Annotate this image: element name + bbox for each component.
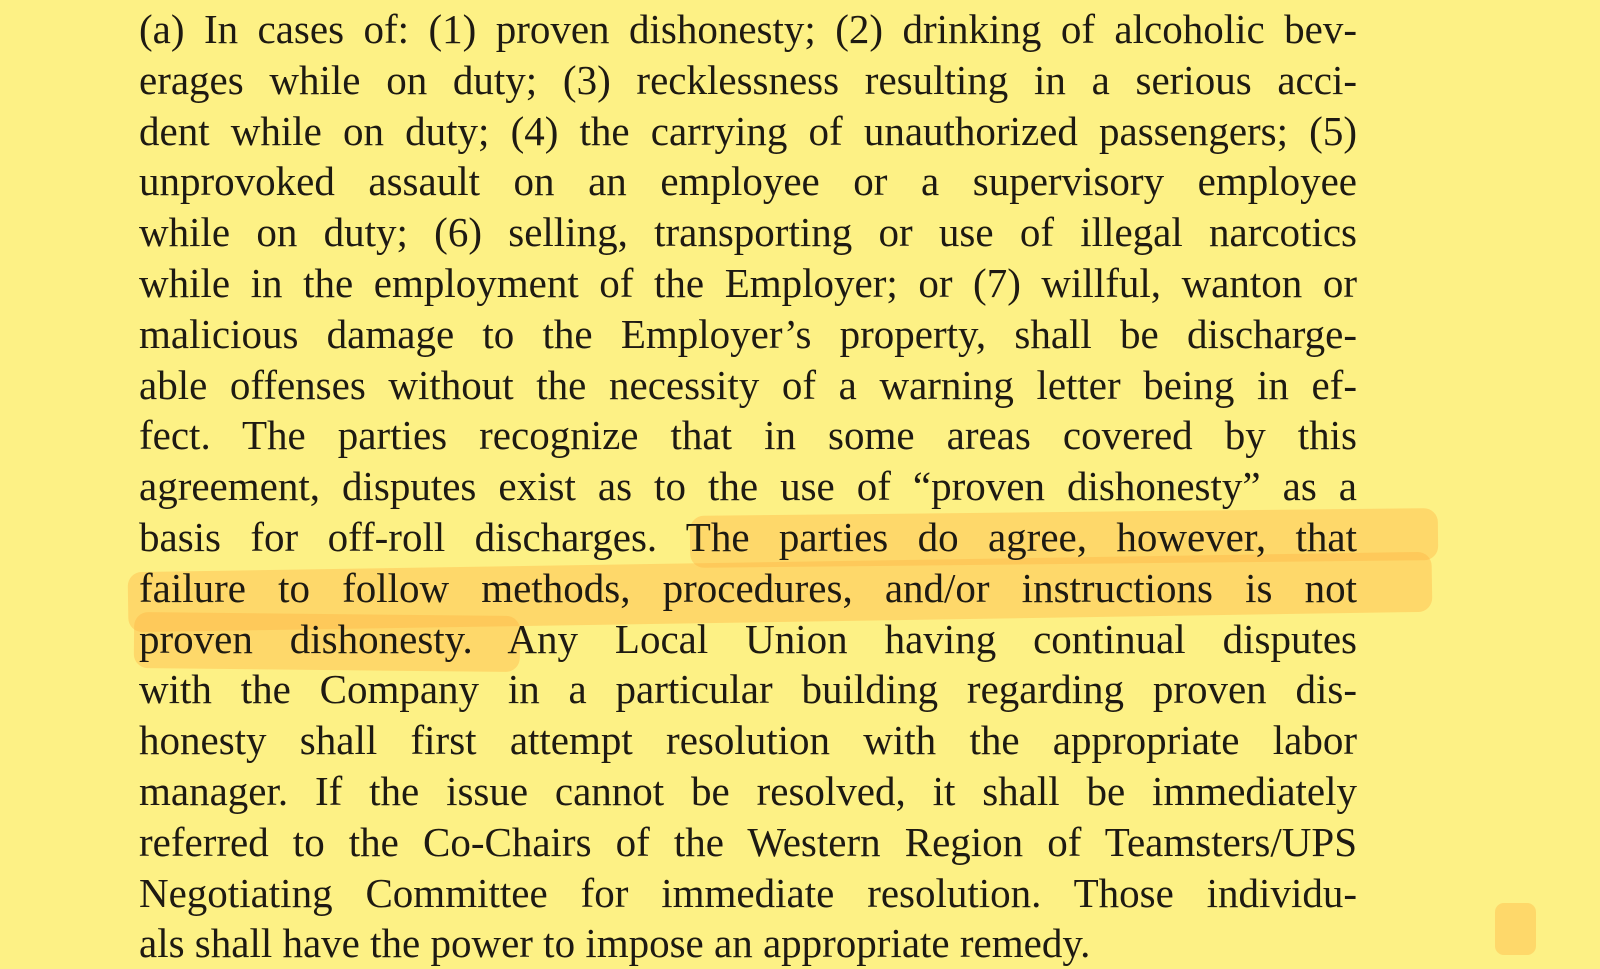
text-line: Negotiating Committee for immediate resolution. Those individu-: [139, 869, 1357, 916]
text-line: manager. If the issue cannot be resolved, it shall be immediately: [139, 767, 1357, 814]
text-line: erages while on duty; (3) recklessness resulting in a serious acci-: [139, 56, 1357, 103]
text-line: basis for off-roll discharges. The parties do agree, however, that: [139, 513, 1357, 560]
text-line: unprovoked assault on an employee or a supervisory employee: [139, 158, 1357, 205]
text-line: malicious damage to the Employer’s property, shall be discharge-: [139, 310, 1357, 357]
contract-paragraph: [139, 4, 1357, 969]
annotation-marker[interactable]: [1495, 903, 1536, 955]
text-line: failure to follow methods, procedures, and/or instructions is not: [139, 564, 1357, 611]
text-line: proven dishonesty. Any Local Union having continual disputes: [139, 615, 1357, 662]
text-line: als shall have the power to impose an appropriate remedy.: [139, 920, 1091, 967]
text-line: while in the employment of the Employer; or (7) willful, wanton or: [139, 259, 1357, 306]
text-line: able offenses without the necessity of a warning letter being in ef-: [139, 361, 1357, 408]
text-line: honesty shall first attempt resolution with the appropriate labor: [139, 717, 1357, 764]
text-line: while on duty; (6) selling, transporting or use of illegal narcotics: [139, 209, 1357, 256]
text-line: dent while on duty; (4) the carrying of unauthorized passengers; (5): [139, 107, 1357, 154]
text-line: agreement, disputes exist as to the use of “proven dishonesty” as a: [139, 463, 1357, 510]
text-line: referred to the Co-Chairs of the Western Region of Teamsters/UPS: [139, 818, 1357, 865]
text-line: (a) In cases of: (1) proven dishonesty; (2) drinking of alcoholic bev-: [139, 6, 1357, 52]
text-line: with the Company in a particular building regarding proven dis-: [139, 666, 1357, 713]
text-line: fect. The parties recognize that in some areas covered by this: [139, 412, 1357, 459]
